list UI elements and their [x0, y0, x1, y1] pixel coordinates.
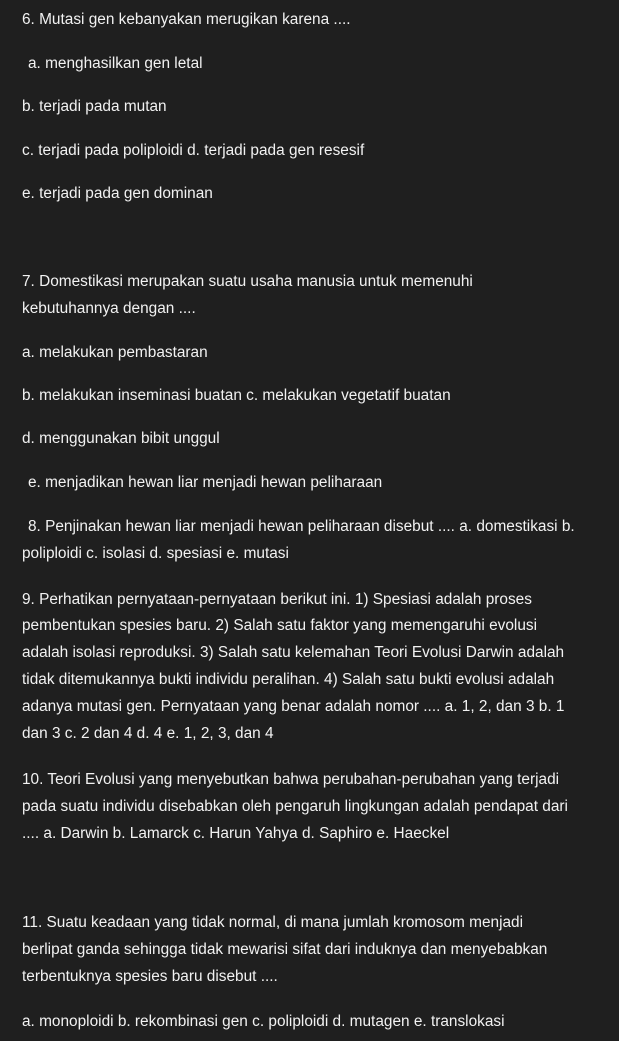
q9-line4: tidak ditemukannya bukti individu peralihan. 4) Salah satu bukti evolusi adalah — [22, 671, 555, 688]
q6-question: 6. Mutasi gen kebanyakan merugikan karena .... — [22, 11, 351, 28]
q11-line1: 11. Suatu keadaan yang tidak normal, di mana jumlah kromosom menjadi — [22, 914, 524, 931]
q8-line1: 8. Penjinakan hewan liar menjadi hewan peliharaan disebut .... a. domestikasi b. — [28, 518, 575, 535]
q11-options: a. monoploidi b. rekombinasi gen c. poliploidi d. mutagen e. translokasi — [22, 1013, 505, 1030]
q11-line2: berlipat ganda sehingga tidak mewarisi sifat dari induknya dan menyebabkan — [22, 941, 548, 958]
q10-line3: .... a. Darwin b. Lamarck c. Harun Yahya d. Saphiro e. Haeckel — [22, 825, 450, 842]
q10-line2: pada suatu individu disebabkan oleh pengaruh lingkungan adalah pendapat dari — [22, 798, 568, 815]
q7-option-a: a. melakukan pembastaran — [22, 344, 208, 361]
q9-line3: adalah isolasi reproduksi. 3) Salah satu kelemahan Teori Evolusi Darwin adalah — [22, 644, 565, 661]
q7-option-e: e. menjadikan hewan liar menjadi hewan peliharaan — [28, 474, 383, 491]
q6-option-c-d: c. terjadi pada poliploidi d. terjadi pada gen resesif — [22, 142, 365, 159]
q8-line2: poliploidi c. isolasi d. spesiasi e. mutasi — [22, 545, 289, 562]
q6-option-b: b. terjadi pada mutan — [22, 98, 167, 115]
q7-question-line2: kebutuhannya dengan .... — [22, 300, 196, 317]
q6-option-e: e. terjadi pada gen dominan — [22, 185, 213, 202]
q9-line5: adanya mutasi gen. Pernyataan yang benar adalah nomor .... a. 1, 2, dan 3 b. 1 — [22, 698, 565, 715]
q9-line6: dan 3 c. 2 dan 4 d. 4 e. 1, 2, 3, dan 4 — [22, 725, 274, 742]
q9-line2: pembentukan spesies baru. 2) Salah satu faktor yang memengaruhi evolusi — [22, 617, 538, 634]
q6-option-a: a. menghasilkan gen letal — [28, 55, 203, 72]
q9-line1: 9. Perhatikan pernyataan-pernyataan berikut ini. 1) Spesiasi adalah proses — [22, 591, 532, 608]
q7-option-b-c: b. melakukan inseminasi buatan c. melakukan vegetatif buatan — [22, 387, 451, 404]
q7-option-d: d. menggunakan bibit unggul — [22, 430, 220, 447]
q7-question-line1: 7. Domestikasi merupakan suatu usaha manusia untuk memenuhi — [22, 273, 473, 290]
q11-line3: terbentuknya spesies baru disebut .... — [22, 968, 278, 985]
q10-line1: 10. Teori Evolusi yang menyebutkan bahwa perubahan-perubahan yang terjadi — [22, 771, 560, 788]
